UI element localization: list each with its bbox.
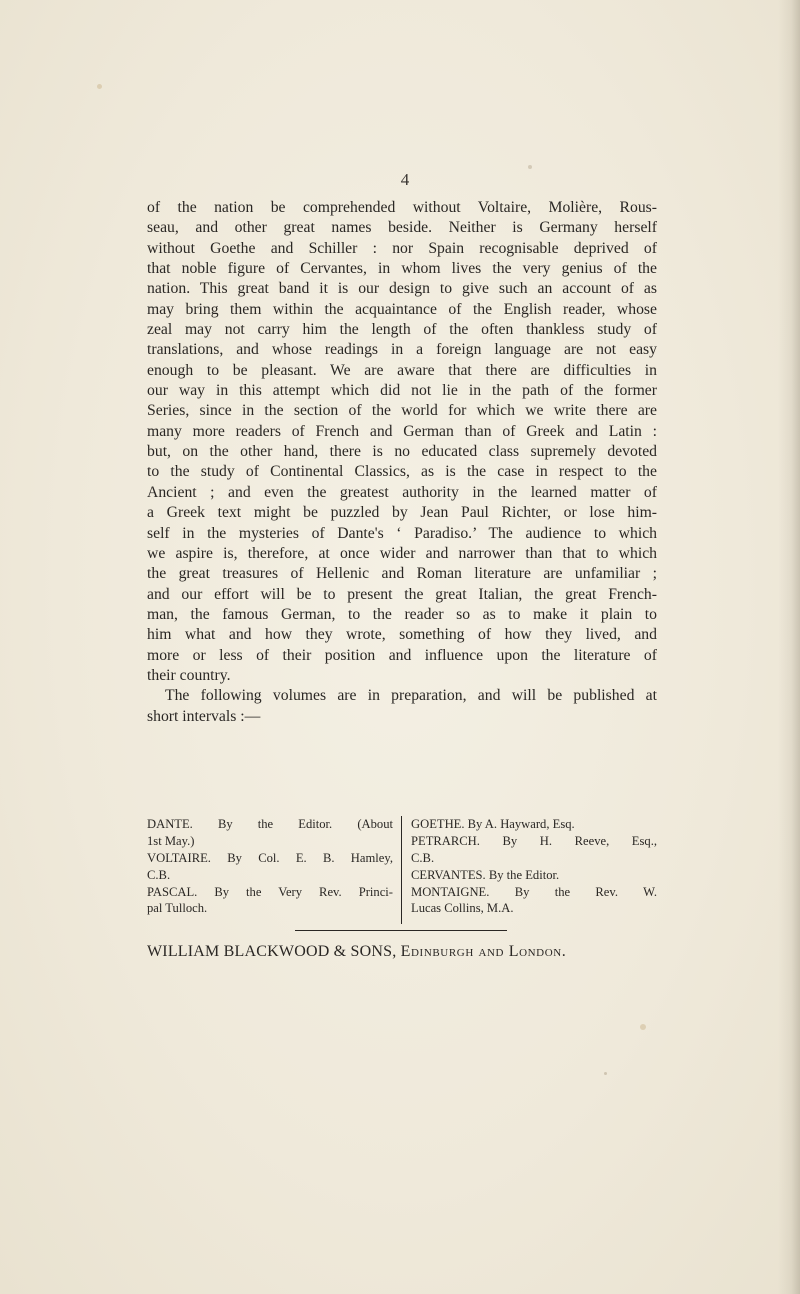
volumes-left-column <box>147 816 393 917</box>
text-line: short intervals :— <box>147 707 261 725</box>
horizontal-rule <box>295 930 507 931</box>
volume-line: pal Tulloch. <box>147 901 208 916</box>
volume-line: DANTE. By the Editor. (About <box>147 817 393 831</box>
text-line: The following volumes are in preparation, and will be published at <box>165 687 657 705</box>
volume-line: CERVANTES. By the Editor. <box>411 867 560 882</box>
text-line: man, the famous German, to the reader so as to make it plain to <box>147 605 657 623</box>
column-divider <box>401 816 402 924</box>
publisher-name: WILLIAM BLACKWOOD & SONS, <box>147 943 397 960</box>
body-paragraphs <box>147 198 657 727</box>
volume-line: VOLTAIRE. By Col. E. B. Hamley, <box>147 850 393 865</box>
volumes-right-column <box>411 816 657 917</box>
text-line: him what and how they wrote, something of how they lived, and <box>147 626 657 644</box>
text-line: enough to be pleasant. We are aware that there are difficulties in <box>147 361 657 379</box>
text-line: but, on the other hand, there is no educated class supremely devoted <box>147 443 657 461</box>
text-line: the great treasures of Hellenic and Roman literature are unfamiliar ; <box>147 565 657 583</box>
text-line: Series, since in the section of the world for which we write there are <box>147 402 657 420</box>
text-line: their country. <box>147 666 231 684</box>
volume-line: PASCAL. By the Very Rev. Princi- <box>147 884 393 899</box>
text-line: may bring them within the acquaintance of the English reader, whose <box>147 300 657 318</box>
volume-line: PETRARCH. By H. Reeve, Esq., <box>411 833 657 848</box>
text-line: our way in this attempt which did not lie in the path of the former <box>147 382 657 400</box>
volume-line: C.B. <box>147 867 171 882</box>
text-line: many more readers of French and German than of Greek and Latin : <box>147 422 657 440</box>
text-line: seau, and other great names beside. Neither is Germany herself <box>147 219 657 237</box>
text-line: we aspire is, therefore, at once wider and narrower than that to which <box>147 544 657 562</box>
page-edge-shadow <box>778 0 800 1294</box>
text-line: of the nation be comprehended without Voltaire, Molière, Rous- <box>147 199 657 216</box>
text-line: Ancient ; and even the greatest authority in the learned matter of <box>147 483 657 501</box>
volume-line: C.B. <box>411 850 435 865</box>
volume-line: 1st May.) <box>147 833 195 848</box>
text-line: nation. This great band it is our design to give such an account of as <box>147 280 657 298</box>
text-line: a Greek text might be puzzled by Jean Paul Richter, or lose him- <box>147 504 657 522</box>
text-line: to the study of Continental Classics, as is the case in respect to the <box>147 463 657 481</box>
publisher-places: Edinburgh and London. <box>400 943 567 960</box>
paper-speck <box>97 84 102 89</box>
volume-line: GOETHE. By A. Hayward, Esq. <box>411 817 575 831</box>
text-line: that noble figure of Cervantes, in whom lives the very genius of the <box>147 260 657 278</box>
volume-line: MONTAIGNE. By the Rev. W. <box>411 884 657 899</box>
paper-speck <box>604 1072 607 1075</box>
text-line: self in the mysteries of Dante's ‘ Paradiso.’ The audience to which <box>147 524 657 542</box>
text-line: translations, and whose readings in a foreign language are not easy <box>147 341 657 359</box>
text-line: more or less of their position and influence upon the literature of <box>147 646 657 664</box>
paper-speck <box>528 165 532 169</box>
paper-speck <box>640 1024 646 1030</box>
text-line: and our effort will be to present the great Italian, the great French- <box>147 585 657 603</box>
volume-line: Lucas Collins, M.A. <box>411 901 514 916</box>
publisher-imprint <box>147 942 657 962</box>
text-line: zeal may not carry him the length of the often thankless study of <box>147 321 657 339</box>
page-number: 4 <box>400 170 410 189</box>
text-line: without Goethe and Schiller : nor Spain recognisable deprived of <box>147 239 657 257</box>
